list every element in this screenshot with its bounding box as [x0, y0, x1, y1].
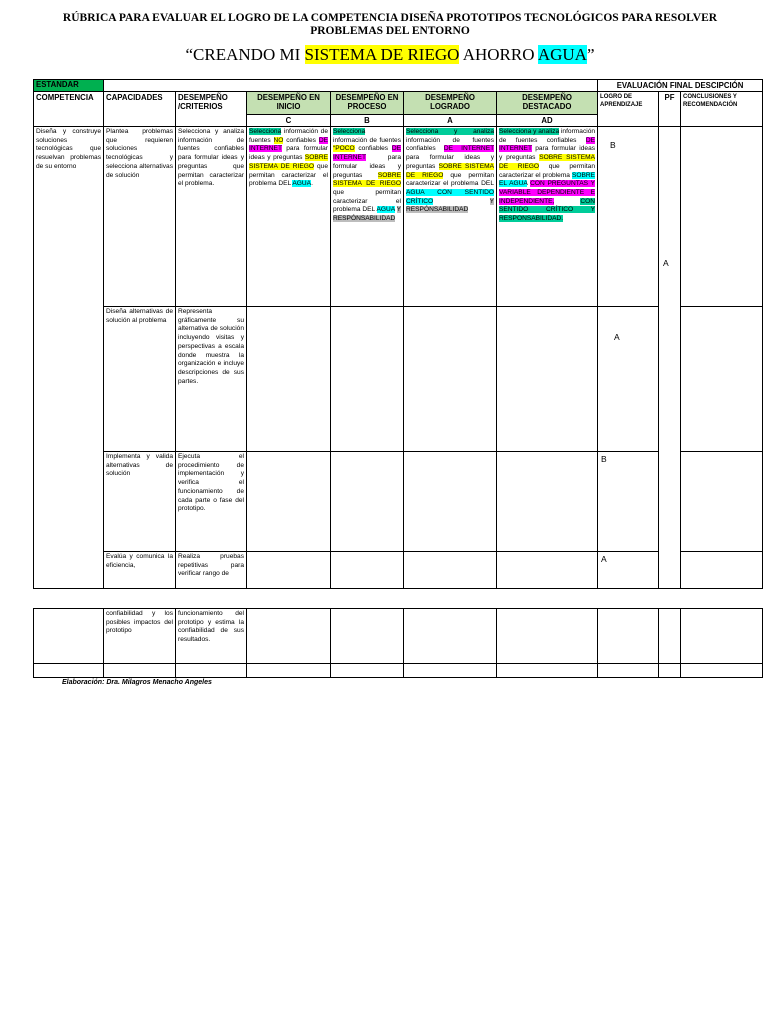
empty-cell — [176, 664, 247, 678]
document-title — [40, 12, 740, 38]
conclusiones-cell — [681, 307, 763, 452]
proceso-cell — [331, 127, 404, 307]
logro-cell: B — [598, 127, 659, 307]
proceso-hl-11: Y RESPÓNSABILIDAD — [333, 206, 402, 223]
proceso-text-8: que permitan caracterizar el problema DEL — [333, 188, 401, 214]
destacado-text-6: que permitan caracterizar el problema — [499, 162, 596, 179]
table-row — [34, 552, 763, 589]
subtitle-mid: AHORRO — [459, 45, 538, 64]
logrado-hl-3: DE INTERNET — [443, 145, 494, 153]
proceso-cell — [331, 552, 404, 589]
destacado-text-10 — [554, 198, 580, 205]
logro-cell: B — [598, 452, 659, 552]
table-row — [34, 609, 763, 664]
logrado-text-4: para formular ideas y preguntas — [406, 154, 494, 170]
logrado-cell — [404, 452, 497, 552]
desempeno-criterios-header: DESEMPEÑO /CRITERIOS — [176, 92, 247, 127]
logrado-hl-9: Y RESPÓNSABILIDAD — [406, 197, 494, 214]
desempeno-inicio-header: DESEMPEÑO EN INICIO — [247, 92, 331, 115]
desempeno-proceso-header: DESEMPEÑO EN PROCESO — [331, 92, 404, 115]
destacado-hl-3: DE INTERNET — [499, 136, 596, 153]
empty-cell — [104, 664, 176, 678]
logro-cell — [598, 609, 659, 664]
document-subtitle — [40, 44, 740, 66]
inicio-text-10: . — [311, 180, 313, 188]
inicio-hl-5: DE INTERNET — [249, 136, 328, 153]
proceso-hl-7: SOBRE SISTEMA DE RIEGO — [333, 171, 401, 188]
grade-ad: AD — [497, 115, 598, 127]
conclusiones-cell — [681, 127, 763, 307]
logrado-text-2: información de fuentes confiables — [406, 136, 494, 153]
conclusiones-cell — [681, 609, 763, 664]
logrado-hl-7: AGUA CON SENTIDO CRÍTICO — [406, 188, 494, 205]
capacidad-cell: confiabilidad y los posibles impactos del prototipo — [104, 609, 176, 664]
logro-cell: A — [598, 307, 659, 452]
inicio-text-2: información de fuentes — [249, 128, 328, 144]
inicio-hl-9: AGUA — [292, 180, 312, 188]
destacado-hl-7: SOBRE EL AGUA — [499, 171, 596, 188]
proceso-text-2: información de fuentes — [333, 136, 401, 144]
subtitle-highlight-agua: AGUA — [537, 45, 587, 64]
title-line-2: PROBLEMAS DEL ENTORNO — [310, 25, 470, 37]
pf-cell — [659, 609, 681, 664]
inicio-text-4: confiables — [283, 136, 319, 144]
subtitle-pre: “CREANDO MI — [185, 45, 305, 64]
destacado-cell — [497, 307, 598, 452]
destacado-hl-9: CON PREGUNTAS Y VARIABLE DEPENDIENTE E INDEPENDIENTE, — [499, 180, 596, 205]
destacado-cell — [497, 552, 598, 589]
destacado-hl-5: SOBRE SISTEMA DE RIEGO — [499, 154, 596, 170]
proceso-cell — [331, 307, 404, 452]
grade-c: C — [247, 115, 331, 127]
empty-cell — [598, 664, 659, 678]
table-row — [34, 452, 763, 552]
competencia-cell — [34, 609, 104, 664]
inicio-hl-1: Selecciona — [249, 128, 282, 135]
subtitle-highlight-riego: SISTEMA DE RIEGO — [304, 45, 460, 64]
desempeno-cell: Realiza pruebas repetitivas para verificar rango de — [176, 552, 247, 589]
subtitle-post: ” — [586, 45, 595, 64]
destacado-text-2: información de fuentes confiables — [499, 128, 596, 144]
table-row — [34, 664, 763, 678]
destacado-cell — [497, 609, 598, 664]
capacidad-cell: Plantea problemas que requieren soluciones tecnológicas y selecciona alternativas de solución — [104, 127, 176, 307]
logrado-cell — [404, 552, 497, 589]
rubric-table-continuation — [33, 608, 763, 678]
capacidad-cell: Evalúa y comunica la eficiencia, — [104, 552, 176, 589]
evaluacion-final-header: EVALUACIÓN FINAL DESCIPCIÓN — [598, 80, 763, 92]
destacado-hl-1: Selecciona y analiza — [499, 128, 560, 135]
empty-cell — [404, 664, 497, 678]
competencia-header: COMPETENCIA — [34, 92, 104, 127]
destacado-cell — [497, 452, 598, 552]
desempeno-destacado-header: DESEMPEÑO DESTACADO — [497, 92, 598, 115]
desempeno-cell: funcionamiento del prototipo y estima la confiabilidad de sus resultados. — [176, 609, 247, 664]
proceso-text-6: para formular ideas y preguntas — [333, 154, 401, 179]
estandar-label: ESTANDAR — [34, 80, 104, 92]
inicio-cell — [247, 127, 331, 307]
rubric-table — [33, 79, 763, 589]
grade-a: A — [404, 115, 497, 127]
table-row — [34, 307, 763, 452]
inicio-text-6: para formular ideas y preguntas — [249, 145, 328, 162]
destacado-cell — [497, 127, 598, 307]
proceso-hl-9: AGUA — [376, 206, 395, 214]
logrado-cell — [404, 307, 497, 452]
desempeno-cell: Representa gráficamente su alternativa de solución incluyendo visitas y perspectivas a escala donde muestra la organización e incluye descripciones de sus partes. — [176, 307, 247, 452]
inicio-hl-3: NO — [273, 136, 284, 144]
desempeno-logrado-header: DESEMPEÑO LOGRADO — [404, 92, 497, 115]
inicio-cell — [247, 452, 331, 552]
inicio-cell — [247, 307, 331, 452]
conclusiones-cell — [681, 452, 763, 552]
proceso-hl-5: DE INTERNET — [333, 145, 401, 162]
empty-cell — [681, 664, 763, 678]
destacado-text-4: para formular ideas y preguntas — [499, 145, 596, 162]
footer-credit: Elaboración: Dra. Milagros Menacho Angeles — [62, 679, 212, 686]
empty-cell — [331, 664, 404, 678]
logrado-text-6: que permitan caracterizar el problema DEL — [406, 171, 494, 188]
inicio-text-8: que permitan caracterizar el problema DEL — [249, 162, 329, 188]
proceso-hl-3: “POCO — [333, 145, 355, 153]
logrado-hl-5: SOBRE SISTEMA DE RIEGO — [406, 162, 494, 179]
proceso-hl-1: Selecciona — [333, 128, 366, 135]
grade-b: B — [331, 115, 404, 127]
capacidad-cell: Diseña alternativas de solución al problema — [104, 307, 176, 452]
title-line-1: RÚBRICA PARA EVALUAR EL LOGRO DE LA COMPETENCIA DISEÑA PROTOTIPOS TECNOLÓGICOS PARA RESOLVER — [62, 12, 718, 24]
logro-aprendizaje-header: LOGRO DE APRENDIZAJE — [598, 92, 659, 127]
inicio-hl-7: SOBRE SISTEMA DE RIEGO — [249, 154, 328, 170]
conclusiones-header: CONCLUSIONES Y RECOMENDACIÓN — [681, 92, 763, 127]
inicio-cell — [247, 552, 331, 589]
table-row — [34, 127, 763, 307]
logro-cell: A — [598, 552, 659, 589]
desempeno-cell: Selecciona y analiza información de fuentes confiables para formular ideas y preguntas que permitan caracterizar el problema. — [176, 127, 247, 307]
empty-cell — [659, 664, 681, 678]
logrado-text-8 — [433, 198, 489, 205]
logrado-cell — [404, 127, 497, 307]
proceso-text-4: confiables — [354, 145, 392, 153]
desempeno-cell: Ejecuta el procedimiento de implementación y verifica el funcionamiento de cada parte o fase del prototipo. — [176, 452, 247, 552]
empty-cell — [247, 664, 331, 678]
logrado-cell — [404, 609, 497, 664]
conclusiones-cell — [681, 552, 763, 589]
logrado-hl-1: Selecciona y analiza — [406, 128, 494, 135]
competencia-cell: Diseña y construye soluciones tecnológicas que resuelvan problemas de su entorno — [34, 127, 104, 589]
empty-cell — [34, 664, 104, 678]
inicio-cell — [247, 609, 331, 664]
proceso-cell — [331, 452, 404, 552]
proceso-cell — [331, 609, 404, 664]
capacidades-header: CAPACIDADES — [104, 92, 176, 127]
destacado-hl-11: CON SENTIDO CRÍTICO Y RESPONSABILIDAD. — [499, 197, 596, 223]
capacidad-cell: Implementa y valida alternativas de solución — [104, 452, 176, 552]
empty-cell — [497, 664, 598, 678]
estandar-cell — [104, 80, 598, 92]
pf-cell: A — [659, 127, 681, 589]
pf-header: PF — [659, 92, 681, 127]
